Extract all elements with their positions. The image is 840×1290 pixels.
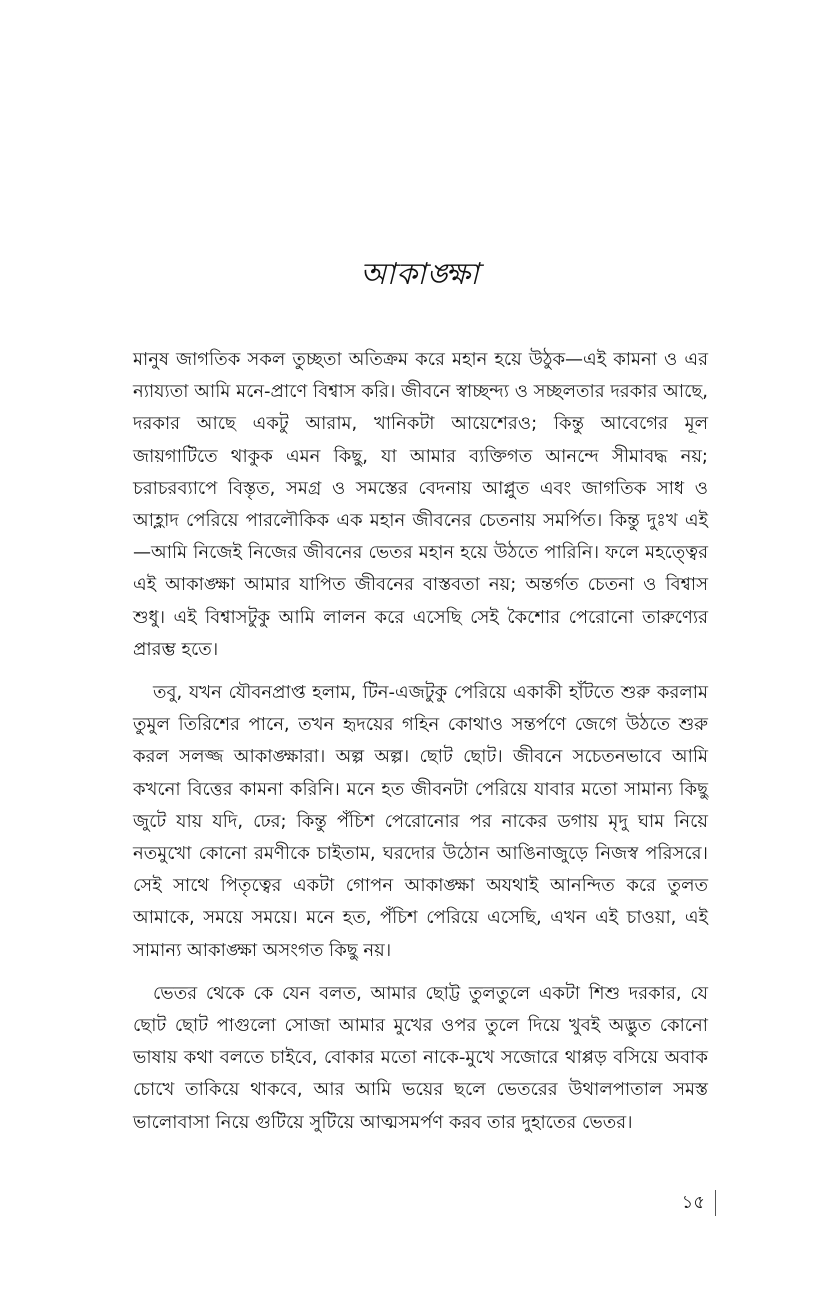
folio-divider (715, 1190, 716, 1216)
page-footer (682, 1190, 716, 1216)
paragraph-2: তবু, যখন যৌবনপ্রাপ্ত হলাম, টিন-এজটুকু পেরিয়ে একাকী হাঁটতে শুরু করলাম তুমুল তিরিশের পানে, তখন হৃদয়ের গহিন কোথাও সন্তর্পণে জেগে উঠতে শুরু করল সলজ্জ আকাঙ্ক্ষারা। অল্প অল্প। ছোট ছোট। জীবনে সচেতনভাবে আমি কখনো বিত্তের কামনা করিনি। মনে হত জীবনটা পেরিয়ে যাবার মতো সামান্য কিছু জুটে যায় যদি, ঢের; কিন্তু পঁচিশ পেরোনোর পর নাকের ডগায় মৃদু ঘাম নিয়ে নতমুখো কোনো রমণীকে চাইতাম, ঘরদোর উঠোন আঙিনাজুড়ে নিজস্ব পরিসরে। সেই সাথে পিতৃত্বের একটা গোপন আকাঙ্ক্ষা অযথাই আনন্দিত করে তুলত আমাকে, সময়ে সময়ে। মনে হত, পঁচিশ পেরিয়ে এসেছি, এখন এই চাওয়া, এই সামান্য আকাঙ্ক্ষা অসংগত কিছু নয়। (133, 682, 708, 961)
body-text (133, 344, 708, 1150)
paragraph-1: মানুষ জাগতিক সকল তুচ্ছতা অতিক্রম করে মহান হয়ে উঠুক—এই কামনা ও এর ন্যায্যতা আমি মনে-প্রাণে বিশ্বাস করি। জীবনে স্বাচ্ছন্দ্য ও সচ্ছলতার দরকার আছে, দরকার আছে একটু আরাম, খানিকটা আয়েশেরও; কিন্তু আবেগের মূল জায়গাটিতে থাকুক এমন কিছু, যা আমার ব্যক্তিগত আনন্দে সীমাবদ্ধ নয়; চরাচরব্যাপে বিস্তৃত, সমগ্র ও সমস্তের বেদনায় আপ্লুত এবং জাগতিক সাধ ও আহ্লাদ পেরিয়ে পারলৌকিক এক মহান জীবনের চেতনায় সমর্পিত। কিন্তু দুঃখ এই—আমি নিজেই নিজের জীবনের ভেতর মহান হয়ে উঠতে পারিনি। ফলে মহত্ত্বের এই আকাঙ্ক্ষা আমার যাপিত জীবনের বাস্তবতা নয়; অন্তর্গত চেতনা ও বিশ্বাস শুধু। এই বিশ্বাসটুকু আমি লালন করে এসেছি সেই কৈশোর পেরোনো তারুণ্যের প্রারম্ভ হতে। (133, 349, 709, 660)
paragraph-3: ভেতর থেকে কে যেন বলত, আমার ছোট্ট তুলতুলে একটা শিশু দরকার, যে ছোট ছোট পাগুলো সোজা আমার মুখের ওপর তুলে দিয়ে খুবই অদ্ভুত কোনো ভাষায় কথা বলতে চাইবে, বোকার মতো নাকে-মুখে সজোরে থাপ্পড় বসিয়ে অবাক চোখে তাকিয়ে থাকবে, আর আমি ভয়ের ছলে ভেতরের উথালপাতাল সমস্ত ভালোবাসা নিয়ে গুটিয়ে সুটিয়ে আত্মসমর্পণ করব তার দুহাতের ভেতর। (133, 982, 708, 1133)
page-number: ১৫ (681, 1191, 705, 1213)
chapter-title: আকাঙ্ক্ষা (360, 257, 480, 292)
